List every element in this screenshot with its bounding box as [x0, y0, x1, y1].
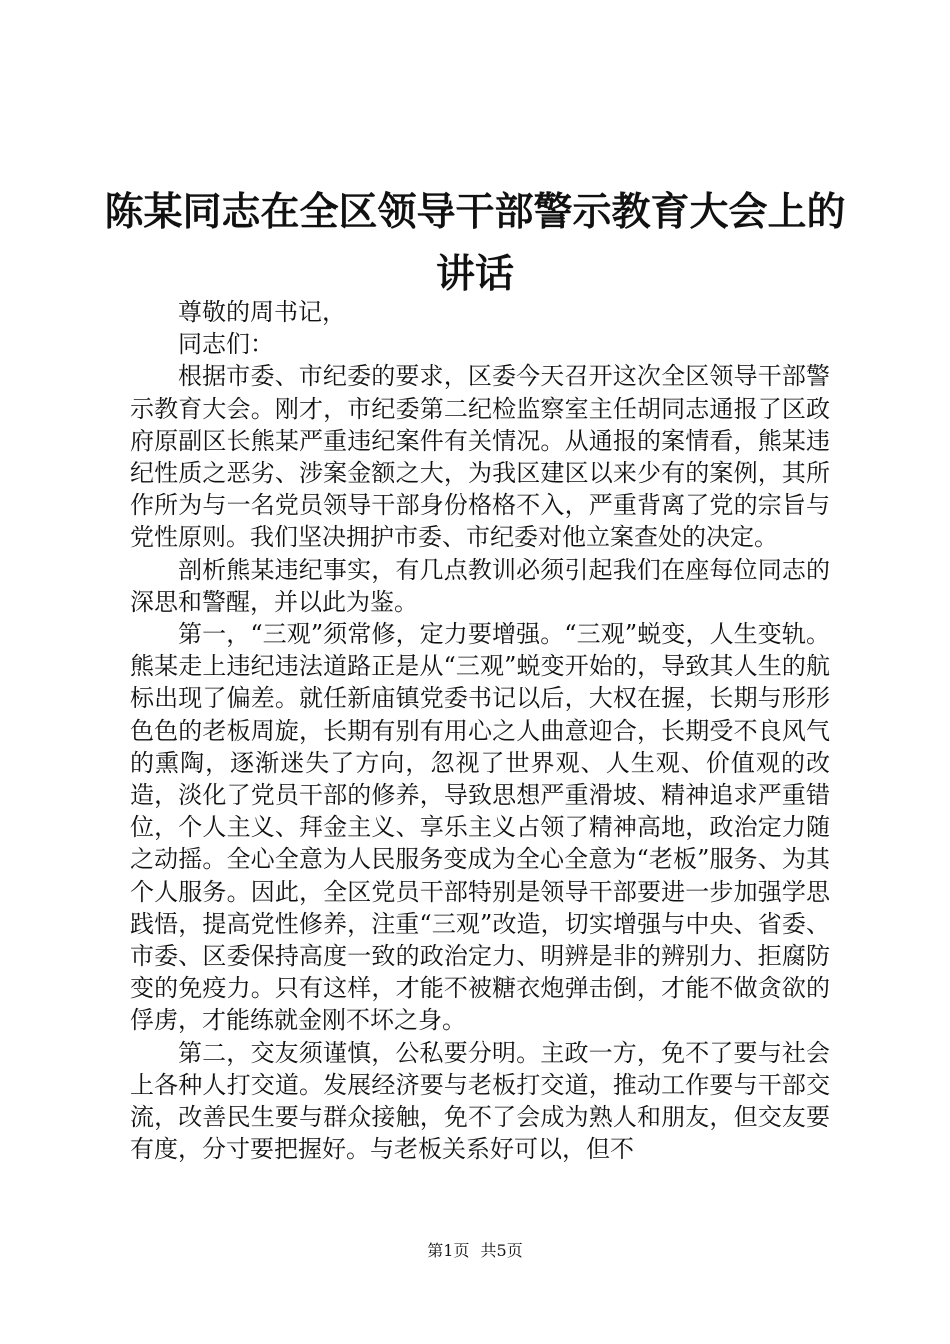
body-paragraph: 剖析熊某违纪事实，有几点教训必须引起我们在座每位同志的深思和警醒，并以此为鉴。 — [130, 555, 830, 616]
salutation-line: 尊敬的周书记， — [178, 298, 346, 326]
document-body — [130, 296, 830, 1165]
salutation-line: 同志们： — [178, 330, 274, 359]
page-footer — [0, 1240, 950, 1262]
document-title: 陈某同志在全区领导干部警示教育大会上的讲话 — [104, 190, 846, 297]
body-paragraph: 第一，“三观”须常修，定力要增强。“三观”蜕变，人生变轨。熊某走上违纪违法道路正是从“三观”蜕变开始的，导致其人生的航标出现了偏差。就任新庙镇党委书记以后，大权在握，长期与形形色色的老板周旋，长期有别有用心之人曲意迎合，长期受不良风气的熏陶，逐渐迷失了方向，忽视了世界观、人生观、价值观的改造，淡化了党员干部的修养，导致思想严重滑坡、精神追求严重错位，个人主义、拜金主义、享乐主义占领了精神高地，政治定力随之动摇。全心全意为人民服务变成为全心全意为“老板”服务、为其个人服务。因此，全区党员干部特别是领导干部要进一步加强学思践悟，提高党性修养，注重“三观”改造，切实增强与中央、省委、市委、区委保持高度一致的政治定力、明辨是非的辨别力、拒腐防变的免疫力。只有这样，才能不被糖衣炮弹击倒，才能不做贪欲的俘虏，才能练就金刚不坏之身。 — [130, 620, 830, 1035]
body-paragraph: 根据市委、市纪委的要求，区委今天召开这次全区领导干部警示教育大会。刚才，市纪委第二纪检监察室主任胡同志通报了区政府原副区长熊某严重违纪案件有关情况。从通报的案情看，熊某违纪性质之恶劣、涉案金额之大，为我区建区以来少有的案例，其所作所为与一名党员领导干部身份格格不入，严重背离了党的宗旨与党性原则。我们坚决拥护市委、市纪委对他立案查处的决定。 — [130, 362, 830, 552]
page-total: 共5页 — [480, 1241, 523, 1260]
page-number: 第1页 — [427, 1241, 470, 1260]
body-paragraph: 第二，交友须谨慎，公私要分明。主政一方，免不了要与社会上各种人打交道。发展经济要与老板打交道，推动工作要与干部交流，改善民生要与群众接触，免不了会成为熟人和朋友，但交友要有度，分寸要把握好。与老板关系好可以，但不 — [130, 1038, 830, 1164]
